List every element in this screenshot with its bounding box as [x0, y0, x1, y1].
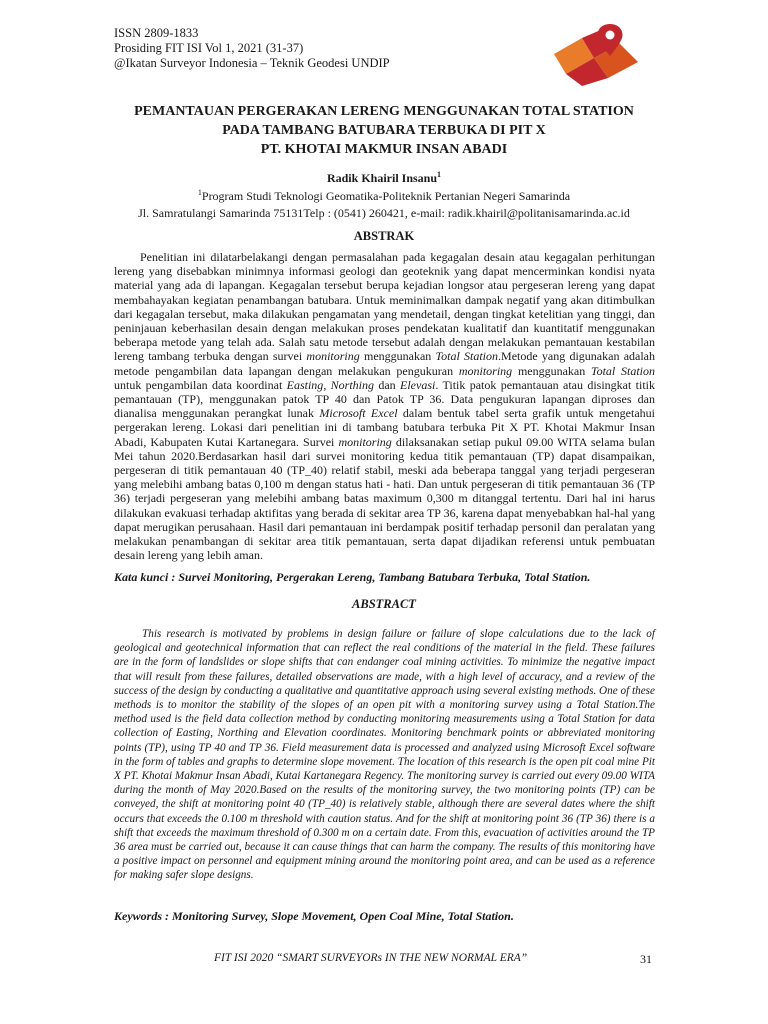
issn: ISSN 2809-1833 — [114, 26, 199, 40]
keywords: Keywords : Monitoring Survey, Slope Movement, Open Coal Mine, Total Station. — [114, 909, 514, 923]
author-sup: 1 — [437, 170, 442, 179]
footer-text: FIT ISI 2020 “SMART SURVEYORs IN THE NEW NORMAL ERA” — [214, 952, 528, 964]
paper-title — [80, 102, 688, 159]
title-line-3: PT. KHOTAI MAKMUR INSAN ABADI — [260, 142, 508, 157]
title-line-2: PADA TAMBANG BATUBARA TERBUKA DI PIT X — [222, 123, 546, 138]
abstrak-body: Penelitian ini dilatarbelakangi dengan permasalahan pada kegagalan desain atau kegagalan perhitungan lereng yang disebabkan minimnya informasi geologi dan geoteknik yang dapat mencerminkan kondisi nyata material yang ada di lapangan. Kegagalan tersebut berupa kejadian longsor atau pergeseran lereng yang dapat membahayakan kegiatan penambangan batubara. Untuk meminimalkan dampak negatif yang akan ditimbulkan dari kegagalan tersebut, maka dilakukan pengamatan yang mendetail, dengan tingkat ketelitian yang tinggi, dan peninjauan keberhasilan desain dengan melakukan proses pendekatan kualitatif dan kuantitatif menggunakan beberapa metode yang telah ada. Salah satu metode tersebut adalah dengan melakukan pemantauan kestabilan lereng tambang terbuka dengan survei monitoring menggunakan Total Station.Metode yang digunakan adalah metode pengambilan data lapangan dengan melakukan pengukuran monitoring menggunakan Total Station untuk pengambilan data koordinat Easting, Northing dan Elevasi. Titik patok pemantauan atau disingkat titik pemantauan (TP), menggunakan patok TP 40 dan Patok TP 36. Data pengukuran lapangan diproses dan dianalisa menggunakan perangkat lunak Microsoft Excel dalam bentuk tabel serta grafik untuk mengetahui pergerakan lereng. Lokasi dari penelitian ini di tambang batubara terbuka Pit X PT. Khotai Makmur Insan Abadi, Kabupaten Kutai Kartanegara. Survei monitoring dilaksanakan setiap pukul 09.00 WITA selama bulan Mei tahun 2020.Berdasarkan hasil dari survei monitoring kedua titik pemantauan (TP) dapat disampaikan, pergeseran di titik pemantauan 40 (TP_40) relatif stabil, meski ada beberapa tanggal yang terjadi pergeseran yang melebihi ambang batas 0,100 m dengan status hati - hati. Dan untuk pergeseran di titik pemantauan 36 (TP 36) terjadi pergeseran yang melebihi ambang batas maximum 0,300 m ditanggal tertentu. Dari hal ini harus dilakukan evakuasi terhadap aktifitas yang berada di sekitar area TP 36, karena dapat menyebabkan hal-hal yang dapat merugikan perusahaan. Hasil dari pemantauan ini berdampak positif terhadap personil dan peralatan yang melakukan penambangan di sekitar area titik pemantauan, serta dapat dijadikan referensi untuk pembuatan desain lereng yang lebih aman. — [114, 250, 656, 563]
publisher-info: @Ikatan Surveyor Indonesia – Teknik Geodesi UNDIP — [114, 56, 390, 70]
abstract-body: This research is motivated by problems in design failure or failure of slope calculations due to the lack of geological and geotechnical information that can reflect the real conditions of the material in the field. These failures are in the form of landslides or slope shifts that can endanger coal mining activities. To minimize the negative impact that will result from these failures, detailed observations are made, with a high level of accuracy, and a review of the success of the design by conducting a qualitative and quantitative approach using several existing methods. One of these methods is to monitor the stability of the slopes of an open pit with a monitoring survey using a Total Station.The method used is the field data collection method by conducting monitoring measurements using a Total Station for data collection of Easting, Northing and Elevation coordinates. Monitoring benchmark points or abbreviated monitoring points (TP), using TP 40 and TP 36. Field measurement data is processed and analyzed using Microsoft Excel software in the form of tables and graphs to determine slope movement. The location of this research is the open pit coal mine Pit X PT. Khotai Makmur Insan Abadi, Kutai Kartanegara Regency. The monitoring survey is carried out every 09.00 WITA during the month of May 2020.Based on the results of the monitoring survey, the two monitoring points (TP) can be conveyed, the shift at monitoring point 40 (TP_40) is relatively stable, although there are several dates where the shift occurs that exceeds the 0.100 m threshold with caution status. And for the shift at monitoring point 36 (TP 36) there is a shift that exceeds the maximum threshold of 0.300 m on a certain date. From this, evacuation of activities around the TP 36 area must be carried out, because it can cause things that can harm the company. The results of this monitoring have a positive impact on personnel and equipment mining around the monitoring point area, and can be used as a reference for making safer slope designs. — [114, 628, 655, 882]
title-line-1: PEMANTAUAN PERGERAKAN LERENG MENGGUNAKAN TOTAL STATION — [134, 104, 634, 119]
map-pin-logo-icon — [548, 18, 644, 88]
affiliation-line-1: Program Studi Teknologi Geomatika-Politeknik Pertanian Negeri Samarinda — [201, 189, 571, 203]
author-name: Radik Khairil Insanu — [326, 171, 438, 185]
proceedings-info: Prosiding FIT ISI Vol 1, 2021 (31-37) — [114, 41, 304, 55]
affiliation-line-2: Jl. Samratulangi Samarinda 75131Telp : (0541) 260421, e-mail: radik.khairil@politanisamarinda.ac.id — [138, 206, 630, 220]
affiliation — [80, 184, 688, 222]
abstrak-heading: ABSTRAK — [353, 229, 415, 243]
affiliation-sup: 1 — [197, 188, 202, 197]
page-number: 31 — [640, 952, 652, 966]
journal-header — [114, 26, 390, 71]
kata-kunci: Kata kunci : Survei Monitoring, Pergerakan Lereng, Tambang Batubara Terbuka, Total Station. — [114, 570, 591, 584]
abstract-heading: ABSTRACT — [352, 597, 416, 611]
